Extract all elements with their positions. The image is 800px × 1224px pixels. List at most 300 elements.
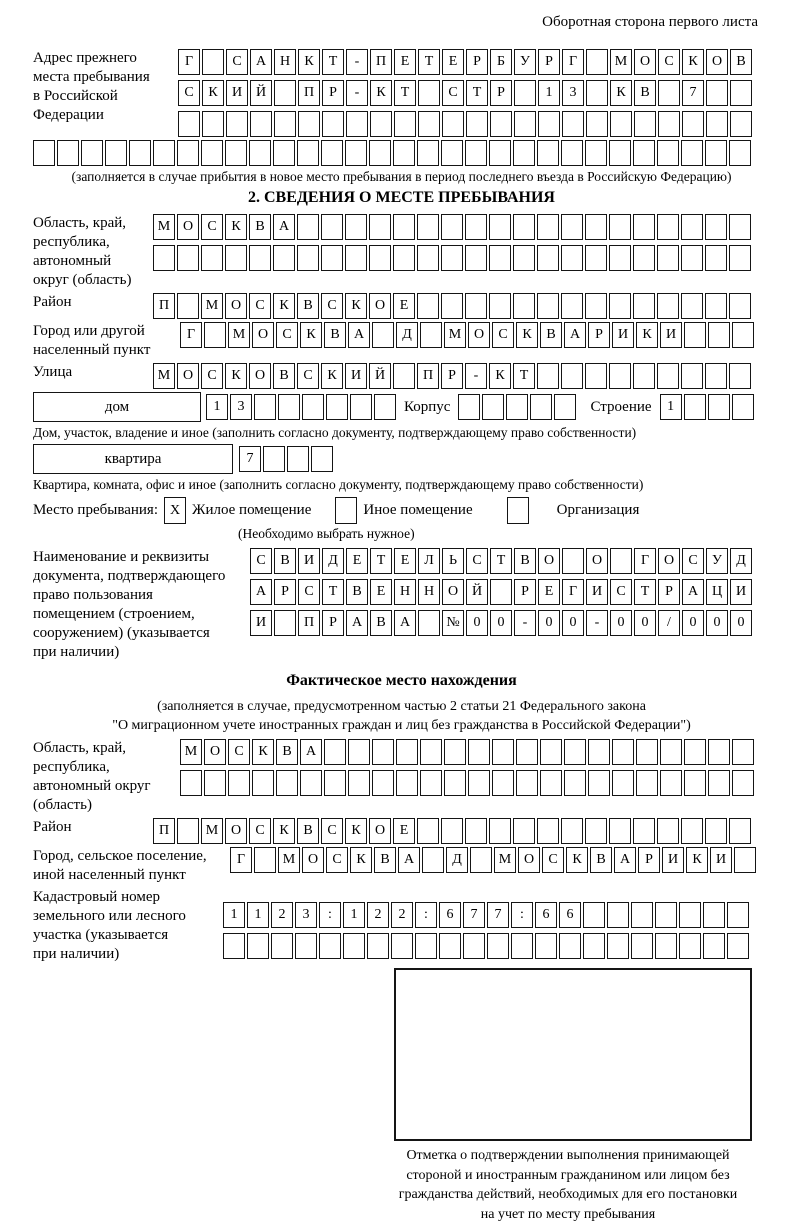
- grid-cell[interactable]: [302, 394, 324, 420]
- grid-cell[interactable]: В: [540, 322, 562, 348]
- grid-cell[interactable]: [393, 214, 415, 240]
- grid-cell[interactable]: [274, 111, 296, 137]
- grid-cell[interactable]: [345, 140, 367, 166]
- grid-cell[interactable]: [734, 847, 756, 873]
- grid-cell[interactable]: С: [658, 49, 680, 75]
- grid-cell[interactable]: [470, 847, 492, 873]
- grid-cell[interactable]: [311, 446, 333, 472]
- grid-cell[interactable]: [586, 111, 608, 137]
- grid-cell[interactable]: В: [276, 739, 298, 765]
- grid-cell[interactable]: П: [153, 818, 175, 844]
- grid-cell[interactable]: [633, 214, 655, 240]
- grid-cell[interactable]: [730, 111, 752, 137]
- grid-cell[interactable]: [465, 140, 487, 166]
- grid-cell[interactable]: [489, 293, 511, 319]
- grid-cell[interactable]: А: [273, 214, 295, 240]
- grid-cell[interactable]: М: [180, 739, 202, 765]
- grid-cell[interactable]: [297, 214, 319, 240]
- grid-cell[interactable]: [420, 322, 442, 348]
- grid-cell[interactable]: [393, 245, 415, 271]
- grid-cell[interactable]: П: [417, 363, 439, 389]
- grid-cell[interactable]: -: [346, 80, 368, 106]
- grid-cell[interactable]: С: [249, 293, 271, 319]
- grid-cell[interactable]: 2: [391, 902, 413, 928]
- grid-cell[interactable]: [537, 363, 559, 389]
- grid-cell[interactable]: [250, 111, 272, 137]
- grid-cell[interactable]: [636, 770, 658, 796]
- grid-cell[interactable]: [369, 214, 391, 240]
- grid-cell[interactable]: [324, 770, 346, 796]
- grid-cell[interactable]: [372, 770, 394, 796]
- grid-cell[interactable]: [609, 293, 631, 319]
- grid-cell[interactable]: [204, 322, 226, 348]
- grid-cell[interactable]: Т: [490, 548, 512, 574]
- grid-cell[interactable]: [225, 245, 247, 271]
- grid-cell[interactable]: [274, 610, 296, 636]
- grid-cell[interactable]: 6: [535, 902, 557, 928]
- grid-cell[interactable]: [729, 245, 751, 271]
- grid-cell[interactable]: [300, 770, 322, 796]
- grid-cell[interactable]: [708, 394, 730, 420]
- grid-cell[interactable]: [348, 770, 370, 796]
- grid-cell[interactable]: М: [201, 293, 223, 319]
- grid-cell[interactable]: Г: [178, 49, 200, 75]
- grid-cell[interactable]: [490, 111, 512, 137]
- grid-cell[interactable]: С: [228, 739, 250, 765]
- grid-cell[interactable]: [511, 933, 533, 959]
- grid-cell[interactable]: [226, 111, 248, 137]
- grid-cell[interactable]: [273, 140, 295, 166]
- grid-cell[interactable]: С: [321, 293, 343, 319]
- grid-cell[interactable]: М: [201, 818, 223, 844]
- grid-cell[interactable]: :: [511, 902, 533, 928]
- grid-cell[interactable]: Г: [230, 847, 252, 873]
- grid-cell[interactable]: [415, 933, 437, 959]
- grid-cell[interactable]: О: [204, 739, 226, 765]
- grid-cell[interactable]: [444, 739, 466, 765]
- grid-cell[interactable]: [346, 111, 368, 137]
- grid-cell[interactable]: С: [298, 579, 320, 605]
- grid-cell[interactable]: [633, 293, 655, 319]
- grid-cell[interactable]: Р: [658, 579, 680, 605]
- grid-cell[interactable]: [249, 140, 271, 166]
- grid-cell[interactable]: Т: [394, 80, 416, 106]
- grid-cell[interactable]: [634, 111, 656, 137]
- grid-cell[interactable]: 0: [634, 610, 656, 636]
- grid-cell[interactable]: Т: [513, 363, 535, 389]
- grid-cell[interactable]: К: [682, 49, 704, 75]
- grid-cell[interactable]: [730, 80, 752, 106]
- grid-cell[interactable]: [706, 80, 728, 106]
- grid-cell[interactable]: [588, 739, 610, 765]
- grid-cell[interactable]: [679, 933, 701, 959]
- grid-cell[interactable]: М: [444, 322, 466, 348]
- grid-cell[interactable]: [585, 214, 607, 240]
- grid-cell[interactable]: [442, 111, 464, 137]
- grid-cell[interactable]: [705, 214, 727, 240]
- grid-cell[interactable]: К: [610, 80, 632, 106]
- grid-cell[interactable]: 1: [223, 902, 245, 928]
- grid-cell[interactable]: [490, 579, 512, 605]
- grid-cell[interactable]: И: [586, 579, 608, 605]
- grid-cell[interactable]: Р: [514, 579, 536, 605]
- grid-cell[interactable]: [610, 111, 632, 137]
- grid-cell[interactable]: [489, 214, 511, 240]
- grid-cell[interactable]: 2: [271, 902, 293, 928]
- grid-cell[interactable]: [660, 770, 682, 796]
- grid-cell[interactable]: 0: [610, 610, 632, 636]
- grid-cell[interactable]: [417, 818, 439, 844]
- grid-cell[interactable]: К: [686, 847, 708, 873]
- grid-cell[interactable]: 6: [439, 902, 461, 928]
- grid-cell[interactable]: [561, 293, 583, 319]
- grid-cell[interactable]: Д: [322, 548, 344, 574]
- grid-cell[interactable]: [345, 245, 367, 271]
- grid-cell[interactable]: Т: [466, 80, 488, 106]
- grid-cell[interactable]: [177, 245, 199, 271]
- grid-cell[interactable]: [612, 770, 634, 796]
- grid-cell[interactable]: [228, 770, 250, 796]
- grid-cell[interactable]: -: [514, 610, 536, 636]
- grid-cell[interactable]: [321, 140, 343, 166]
- grid-cell[interactable]: [705, 818, 727, 844]
- grid-cell[interactable]: [703, 933, 725, 959]
- grid-cell[interactable]: [537, 140, 559, 166]
- grid-cell[interactable]: [732, 322, 754, 348]
- grid-cell[interactable]: [561, 245, 583, 271]
- grid-cell[interactable]: [271, 933, 293, 959]
- grid-cell[interactable]: [513, 140, 535, 166]
- grid-cell[interactable]: [655, 933, 677, 959]
- grid-cell[interactable]: С: [466, 548, 488, 574]
- grid-cell[interactable]: Н: [418, 579, 440, 605]
- grid-cell[interactable]: [204, 770, 226, 796]
- grid-cell[interactable]: [201, 245, 223, 271]
- grid-cell[interactable]: С: [250, 548, 272, 574]
- grid-cell[interactable]: [537, 245, 559, 271]
- grid-cell[interactable]: [372, 322, 394, 348]
- grid-cell[interactable]: А: [398, 847, 420, 873]
- grid-cell[interactable]: [535, 933, 557, 959]
- grid-cell[interactable]: [681, 293, 703, 319]
- grid-cell[interactable]: [609, 245, 631, 271]
- grid-cell[interactable]: К: [273, 293, 295, 319]
- grid-cell[interactable]: [466, 111, 488, 137]
- grid-cell[interactable]: [391, 933, 413, 959]
- grid-cell[interactable]: [513, 293, 535, 319]
- grid-cell[interactable]: [298, 111, 320, 137]
- grid-cell[interactable]: [489, 818, 511, 844]
- grid-cell[interactable]: Г: [634, 548, 656, 574]
- grid-cell[interactable]: [458, 394, 480, 420]
- grid-cell[interactable]: 1: [660, 394, 682, 420]
- grid-cell[interactable]: [562, 548, 584, 574]
- grid-cell[interactable]: /: [658, 610, 680, 636]
- grid-cell[interactable]: 2: [367, 902, 389, 928]
- grid-cell[interactable]: М: [278, 847, 300, 873]
- grid-cell[interactable]: К: [321, 363, 343, 389]
- grid-cell[interactable]: [422, 847, 444, 873]
- grid-cell[interactable]: [660, 739, 682, 765]
- grid-cell[interactable]: К: [225, 214, 247, 240]
- grid-cell[interactable]: В: [346, 579, 368, 605]
- grid-cell[interactable]: [487, 933, 509, 959]
- grid-cell[interactable]: [705, 363, 727, 389]
- grid-cell[interactable]: Й: [466, 579, 488, 605]
- grid-cell[interactable]: 0: [490, 610, 512, 636]
- grid-cell[interactable]: Е: [394, 548, 416, 574]
- grid-cell[interactable]: Р: [638, 847, 660, 873]
- grid-cell[interactable]: В: [324, 322, 346, 348]
- grid-cell[interactable]: [441, 293, 463, 319]
- grid-cell[interactable]: [561, 818, 583, 844]
- grid-cell[interactable]: О: [369, 293, 391, 319]
- grid-cell[interactable]: [514, 111, 536, 137]
- grid-cell[interactable]: Р: [466, 49, 488, 75]
- grid-cell[interactable]: Е: [370, 579, 392, 605]
- grid-cell[interactable]: [369, 140, 391, 166]
- grid-cell[interactable]: [633, 818, 655, 844]
- grid-cell[interactable]: [367, 933, 389, 959]
- grid-cell[interactable]: [684, 770, 706, 796]
- grid-cell[interactable]: В: [274, 548, 296, 574]
- grid-cell[interactable]: М: [610, 49, 632, 75]
- grid-cell[interactable]: [609, 363, 631, 389]
- grid-cell[interactable]: [276, 770, 298, 796]
- grid-cell[interactable]: О: [442, 579, 464, 605]
- grid-cell[interactable]: О: [538, 548, 560, 574]
- grid-cell[interactable]: [417, 140, 439, 166]
- grid-cell[interactable]: [729, 818, 751, 844]
- grid-cell[interactable]: [708, 322, 730, 348]
- grid-cell[interactable]: [418, 111, 440, 137]
- grid-cell[interactable]: У: [706, 548, 728, 574]
- grid-cell[interactable]: В: [370, 610, 392, 636]
- grid-cell[interactable]: Р: [441, 363, 463, 389]
- grid-cell[interactable]: Д: [446, 847, 468, 873]
- grid-cell[interactable]: В: [297, 818, 319, 844]
- grid-cell[interactable]: [554, 394, 576, 420]
- grid-cell[interactable]: [537, 293, 559, 319]
- grid-cell[interactable]: [441, 214, 463, 240]
- grid-cell[interactable]: С: [249, 818, 271, 844]
- grid-cell[interactable]: [153, 245, 175, 271]
- grid-cell[interactable]: [321, 214, 343, 240]
- grid-cell[interactable]: [444, 770, 466, 796]
- grid-cell[interactable]: [201, 140, 223, 166]
- grid-cell[interactable]: И: [345, 363, 367, 389]
- grid-cell[interactable]: [633, 363, 655, 389]
- grid-cell[interactable]: [247, 933, 269, 959]
- grid-cell[interactable]: Б: [490, 49, 512, 75]
- grid-cell[interactable]: [506, 394, 528, 420]
- grid-cell[interactable]: 3: [295, 902, 317, 928]
- grid-cell[interactable]: С: [226, 49, 248, 75]
- grid-cell[interactable]: [564, 739, 586, 765]
- grid-cell[interactable]: [254, 847, 276, 873]
- grid-cell[interactable]: [610, 548, 632, 574]
- grid-cell[interactable]: [295, 933, 317, 959]
- grid-cell[interactable]: К: [566, 847, 588, 873]
- grid-cell[interactable]: [153, 140, 175, 166]
- grid-cell[interactable]: С: [682, 548, 704, 574]
- grid-cell[interactable]: [559, 933, 581, 959]
- grid-cell[interactable]: [513, 214, 535, 240]
- grid-cell[interactable]: И: [660, 322, 682, 348]
- grid-cell[interactable]: Н: [394, 579, 416, 605]
- grid-cell[interactable]: [465, 293, 487, 319]
- grid-cell[interactable]: 0: [562, 610, 584, 636]
- grid-cell[interactable]: А: [394, 610, 416, 636]
- grid-cell[interactable]: В: [634, 80, 656, 106]
- grid-cell[interactable]: О: [658, 548, 680, 574]
- grid-cell[interactable]: Т: [370, 548, 392, 574]
- grid-cell[interactable]: [105, 140, 127, 166]
- grid-cell[interactable]: Е: [393, 293, 415, 319]
- grid-cell[interactable]: [607, 902, 629, 928]
- grid-cell[interactable]: 7: [239, 446, 261, 472]
- grid-cell[interactable]: О: [225, 818, 247, 844]
- grid-cell[interactable]: К: [345, 818, 367, 844]
- grid-cell[interactable]: [561, 214, 583, 240]
- grid-cell[interactable]: С: [542, 847, 564, 873]
- grid-cell[interactable]: [274, 80, 296, 106]
- grid-cell[interactable]: Г: [180, 322, 202, 348]
- grid-cell[interactable]: [609, 140, 631, 166]
- grid-cell[interactable]: К: [636, 322, 658, 348]
- grid-cell[interactable]: -: [346, 49, 368, 75]
- grid-cell[interactable]: [396, 739, 418, 765]
- grid-cell[interactable]: [482, 394, 504, 420]
- grid-cell[interactable]: [657, 214, 679, 240]
- grid-cell[interactable]: О: [586, 548, 608, 574]
- grid-cell[interactable]: А: [346, 610, 368, 636]
- grid-cell[interactable]: [441, 140, 463, 166]
- grid-cell[interactable]: О: [252, 322, 274, 348]
- grid-cell[interactable]: И: [250, 610, 272, 636]
- grid-cell[interactable]: Е: [394, 49, 416, 75]
- grid-cell[interactable]: С: [297, 363, 319, 389]
- grid-cell[interactable]: А: [564, 322, 586, 348]
- grid-cell[interactable]: [202, 111, 224, 137]
- grid-cell[interactable]: [324, 739, 346, 765]
- grid-cell[interactable]: [439, 933, 461, 959]
- grid-cell[interactable]: [586, 49, 608, 75]
- grid-cell[interactable]: [708, 770, 730, 796]
- grid-cell[interactable]: 0: [466, 610, 488, 636]
- grid-cell[interactable]: [441, 245, 463, 271]
- grid-cell[interactable]: [657, 245, 679, 271]
- grid-cell[interactable]: :: [415, 902, 437, 928]
- grid-cell[interactable]: И: [612, 322, 634, 348]
- grid-cell[interactable]: Г: [562, 49, 584, 75]
- grid-cell[interactable]: 3: [562, 80, 584, 106]
- grid-cell[interactable]: [585, 245, 607, 271]
- grid-cell[interactable]: 0: [730, 610, 752, 636]
- grid-cell[interactable]: [706, 111, 728, 137]
- grid-cell[interactable]: К: [202, 80, 224, 106]
- grid-cell[interactable]: А: [614, 847, 636, 873]
- grid-cell[interactable]: Е: [538, 579, 560, 605]
- grid-cell[interactable]: №: [442, 610, 464, 636]
- grid-cell[interactable]: [321, 245, 343, 271]
- grid-cell[interactable]: [607, 933, 629, 959]
- grid-cell[interactable]: [530, 394, 552, 420]
- grid-cell[interactable]: [540, 770, 562, 796]
- grid-cell[interactable]: [681, 363, 703, 389]
- grid-cell[interactable]: [703, 902, 725, 928]
- grid-cell[interactable]: [492, 739, 514, 765]
- grid-cell[interactable]: В: [273, 363, 295, 389]
- grid-cell[interactable]: -: [586, 610, 608, 636]
- grid-cell[interactable]: [657, 293, 679, 319]
- grid-cell[interactable]: Ц: [706, 579, 728, 605]
- grid-cell[interactable]: [33, 140, 55, 166]
- grid-cell[interactable]: [177, 140, 199, 166]
- grid-cell[interactable]: [562, 111, 584, 137]
- grid-cell[interactable]: [727, 902, 749, 928]
- grid-cell[interactable]: [681, 245, 703, 271]
- grid-cell[interactable]: 0: [538, 610, 560, 636]
- grid-cell[interactable]: А: [682, 579, 704, 605]
- grid-cell[interactable]: [585, 818, 607, 844]
- grid-cell[interactable]: К: [516, 322, 538, 348]
- grid-cell[interactable]: П: [298, 610, 320, 636]
- grid-cell[interactable]: [684, 739, 706, 765]
- grid-cell[interactable]: [345, 214, 367, 240]
- grid-cell[interactable]: О: [634, 49, 656, 75]
- grid-cell[interactable]: [223, 933, 245, 959]
- grid-cell[interactable]: [418, 610, 440, 636]
- grid-cell[interactable]: [561, 140, 583, 166]
- grid-cell[interactable]: [326, 394, 348, 420]
- grid-cell[interactable]: О: [225, 293, 247, 319]
- grid-cell[interactable]: [177, 293, 199, 319]
- grid-cell[interactable]: Й: [250, 80, 272, 106]
- grid-cell[interactable]: [516, 770, 538, 796]
- grid-cell[interactable]: [732, 770, 754, 796]
- grid-cell[interactable]: [586, 80, 608, 106]
- grid-cell[interactable]: [564, 770, 586, 796]
- grid-cell[interactable]: [343, 933, 365, 959]
- grid-cell[interactable]: С: [492, 322, 514, 348]
- grid-cell[interactable]: [609, 818, 631, 844]
- grid-cell[interactable]: [681, 140, 703, 166]
- grid-cell[interactable]: [729, 214, 751, 240]
- grid-cell[interactable]: [681, 818, 703, 844]
- grid-cell[interactable]: [585, 363, 607, 389]
- grid-cell[interactable]: М: [153, 214, 175, 240]
- grid-cell[interactable]: 6: [559, 902, 581, 928]
- grid-cell[interactable]: В: [514, 548, 536, 574]
- grid-cell[interactable]: [319, 933, 341, 959]
- grid-cell[interactable]: [514, 80, 536, 106]
- grid-cell[interactable]: [492, 770, 514, 796]
- grid-cell[interactable]: И: [662, 847, 684, 873]
- grid-cell[interactable]: [202, 49, 224, 75]
- grid-cell[interactable]: [561, 363, 583, 389]
- grid-cell[interactable]: [540, 739, 562, 765]
- stay-type-checkbox-other[interactable]: [335, 497, 357, 524]
- grid-cell[interactable]: [658, 111, 680, 137]
- grid-cell[interactable]: 1: [247, 902, 269, 928]
- grid-cell[interactable]: Е: [442, 49, 464, 75]
- grid-cell[interactable]: [585, 293, 607, 319]
- grid-cell[interactable]: Р: [588, 322, 610, 348]
- grid-cell[interactable]: М: [153, 363, 175, 389]
- grid-cell[interactable]: Т: [322, 49, 344, 75]
- grid-cell[interactable]: Ь: [442, 548, 464, 574]
